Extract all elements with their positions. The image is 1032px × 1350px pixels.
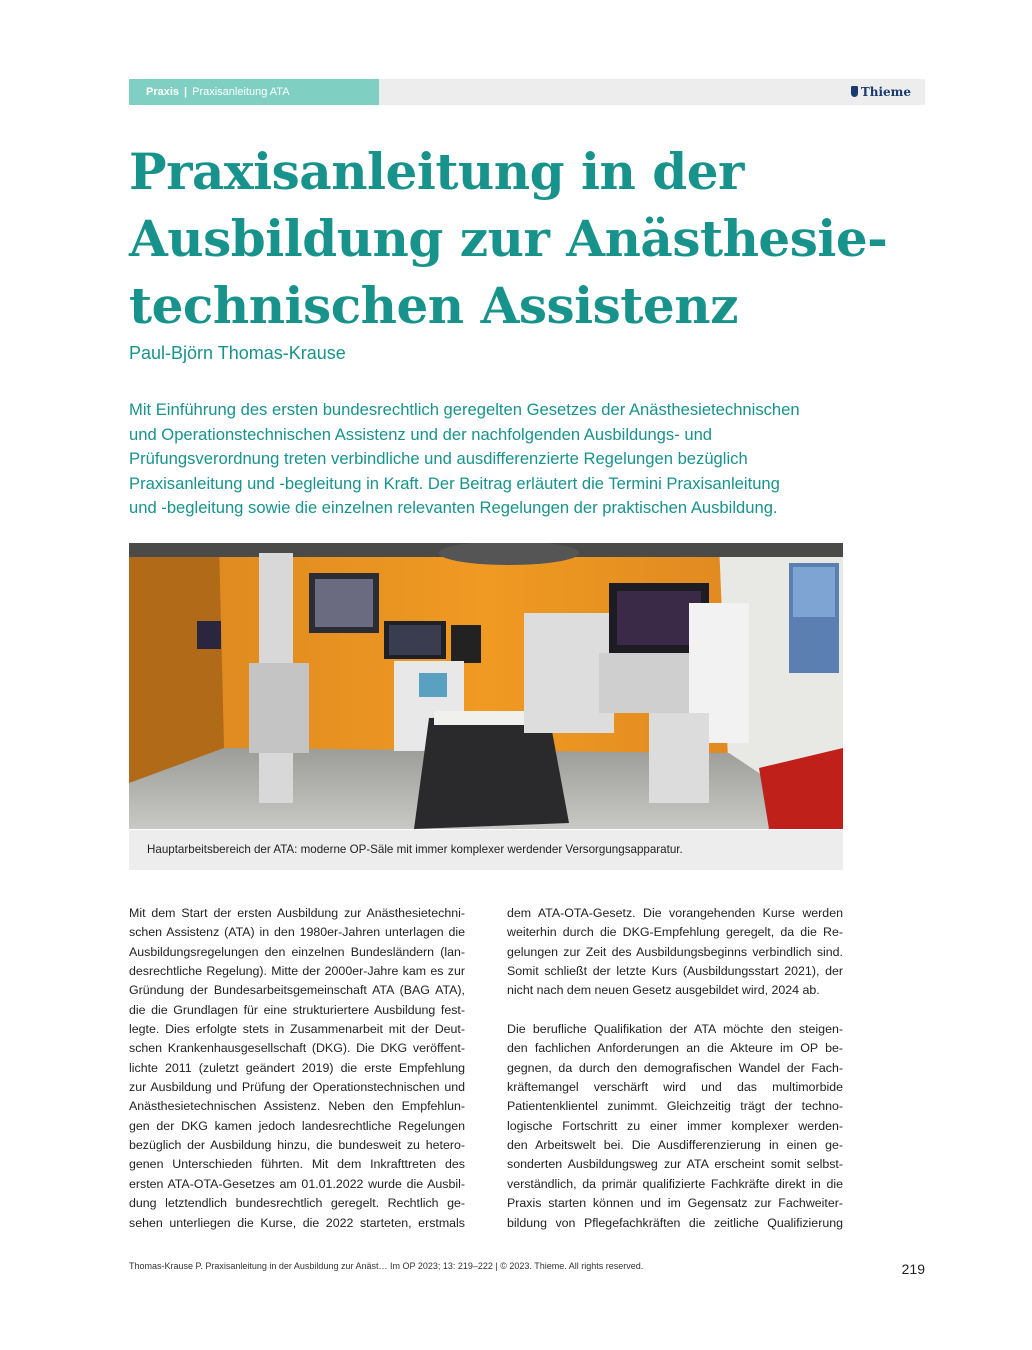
publisher-logo — [851, 79, 911, 105]
body-line: den Arbeitswelt bei. Die Ausdifferenzierung in einen ge- — [507, 1138, 843, 1153]
section-name: Praxis — [146, 86, 180, 98]
body-line: Somit schließt der letzte Kurs (Ausbildungsstart 2021), der — [507, 964, 843, 979]
abstract-line: Mit Einführung des ersten bundesrechtlich geregelten Gesetzes der Anästhesietechnischen — [129, 400, 800, 419]
author-name: Paul-Björn Thomas-Krause — [129, 343, 346, 363]
body-line: genen Unterschieden führten. Mit dem Inkrafttreten des — [129, 1157, 465, 1172]
body-line: gelungen zur Zeit des Ausbildungsbeginns verbindlich sind. — [507, 944, 843, 959]
abstract-line: Prüfungsverordnung treten verbindliche und ausdifferenzierte Regelungen bezüglich — [129, 449, 748, 468]
abstract-line: und -begleitung sowie die einzelnen relevanten Regelungen der praktischen Ausbildung. — [129, 498, 778, 517]
paragraph-gap — [507, 1001, 843, 1020]
figure-caption: Hauptarbeitsbereich der ATA: moderne OP-Säle mit immer komplexer werdender Versorgungsapparatur. — [129, 830, 843, 870]
body-line: desrechtliche Regelung). Mitte der 2000er-Jahre kam es zur — [129, 964, 465, 979]
body-line: gen der DKG kamen jedoch landesrechtliche Regelungen — [129, 1118, 465, 1133]
body-line: gegnen, da durch den demografischen Wandel der Fach- — [507, 1060, 843, 1075]
body-line: ersten ATA-OTA-Gesetzes am 01.01.2022 wurde die Ausbil- — [129, 1176, 465, 1191]
body-column-left — [129, 904, 465, 1233]
title-line: Ausbildung zur Anästhesie- — [129, 209, 888, 268]
body-line: Patientenklientel zunimmt. Gleichzeitig trägt der techno- — [507, 1099, 843, 1114]
body-line: Gründung der Bundesarbeitsgemeinschaft ATA (BAG ATA), — [129, 983, 465, 998]
body-line: die die Grundlagen für eine strukturiertere Ausbildung fest- — [129, 1002, 465, 1017]
body-line: bildung von Pflegefachkräften die zeitliche Qualifizierung — [507, 1215, 843, 1230]
body-column-right — [507, 904, 843, 1233]
citation-footer: Thomas-Krause P. Praxisanleitung in der Ausbildung zur Anäst… Im OP 2023; 13: 219–222 | © 2023. Thieme. All rights reserved. — [129, 1261, 644, 1271]
body-line: dem ATA-OTA-Gesetz. Die vorangehenden Kurse werden — [507, 906, 843, 920]
body-line: Praxis starten können und im Gegensatz zur Fachweiter- — [507, 1196, 843, 1211]
body-line: Ausbildungsregelungen den einzelnen Bundesländern (lan- — [129, 944, 465, 959]
publisher-name: Thieme — [860, 85, 911, 99]
title-line: Praxisanleitung in der — [129, 142, 744, 201]
body-line: kräftemangel verschärft wird und das multimorbide — [507, 1080, 843, 1095]
abstract-line: und Operationstechnischen Assistenz und der nachfolgenden Ausbildungs- und — [129, 424, 713, 444]
body-line: schen Krankenhausgesellschaft (DKG). Die DKG veröffent- — [129, 1041, 465, 1056]
body-line: sehen unterliegen die Kurse, die 2022 starteten, erstmals — [129, 1215, 465, 1230]
body-line: Anästhesietechnischen Assistenz. Neben den Empfehlun- — [129, 1099, 465, 1114]
body-line: lichte 2011 (zuletzt geändert 2019) die erste Empfehlung — [129, 1060, 465, 1075]
body-line: weiterhin durch die DKG-Empfehlung geregelt, da die Re- — [507, 925, 843, 940]
body-line: Mit dem Start der ersten Ausbildung zur Anästhesietechni- — [129, 906, 465, 920]
body-line: legte. Dies erfolgte stets in Zusammenarbeit mit der Deut- — [129, 1022, 465, 1037]
operating-room-photo — [129, 543, 843, 829]
body-line: bezüglich der Ausbildung hinzu, die bundesweit zu hetero- — [129, 1138, 465, 1153]
body-line: Die berufliche Qualifikation der ATA möchte den steigen- — [507, 1022, 843, 1037]
title-line: technischen Assistenz — [129, 276, 738, 335]
body-line: zur Ausbildung und Prüfung der Operationstechnischen und — [129, 1080, 465, 1095]
body-line: sonderten Ausbildungsweg zur ATA erscheint somit selbst- — [507, 1157, 843, 1172]
body-line: dung letztendlich bundesrechtlich geregelt. Rechtlich ge- — [129, 1196, 465, 1211]
thieme-shield-icon — [851, 86, 858, 97]
body-line: verständlich, da primär qualifizierte Fachkräfte direkt in die — [507, 1176, 843, 1191]
body-line: logische Fortschritt zu einer immer komplexer werden- — [507, 1118, 843, 1133]
section-label — [129, 79, 379, 105]
body-line: den fachlichen Anforderungen an die Akteure im OP be- — [507, 1041, 843, 1056]
body-line: schen Assistenz (ATA) in den 1980er-Jahren unterlagen die — [129, 925, 465, 940]
running-header — [129, 79, 925, 105]
section-separator: | — [184, 86, 188, 98]
page-number: 219 — [901, 1261, 925, 1277]
article-title — [129, 138, 889, 339]
abstract-line: Praxisanleitung und -begleitung in Kraft. Der Beitrag erläutert die Termini Praxisanleitung — [129, 473, 780, 493]
subsection-name: Praxisanleitung ATA — [192, 86, 290, 98]
abstract — [129, 398, 849, 521]
body-line: nicht nach dem neuen Gesetz ausgebildet wird, 2024 ab. — [507, 983, 820, 998]
